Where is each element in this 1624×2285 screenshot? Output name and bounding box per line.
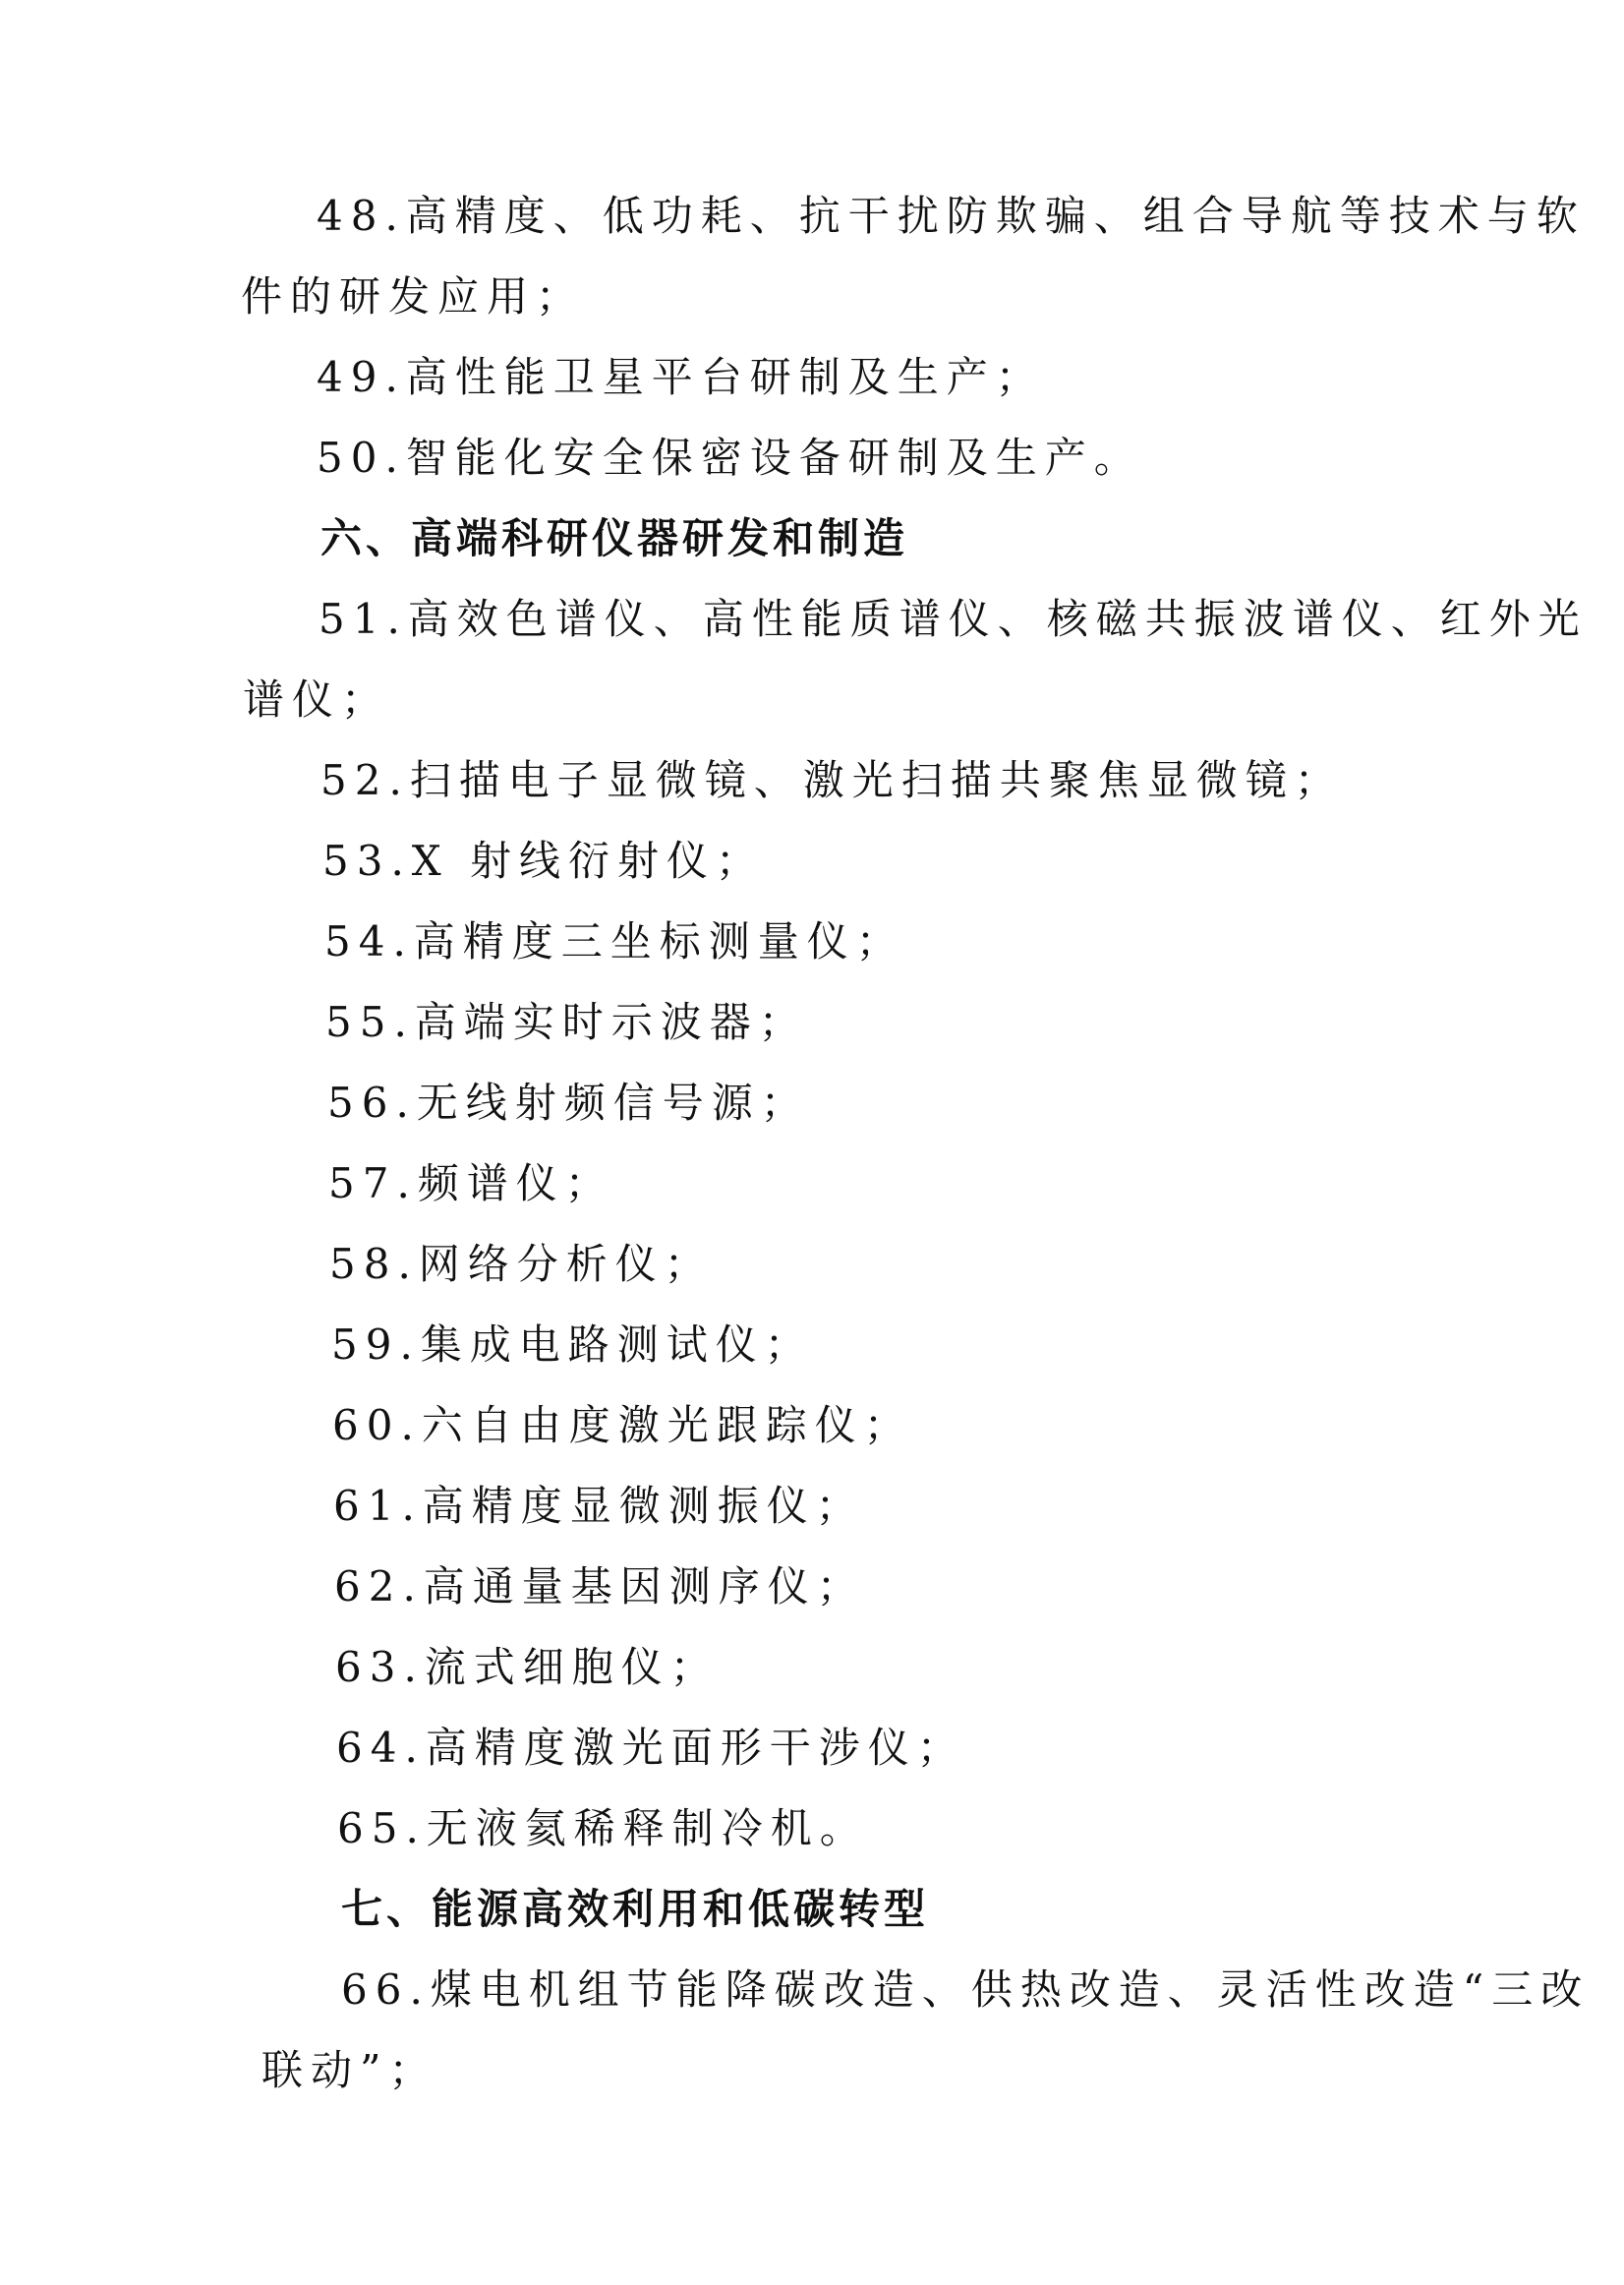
list-item-64: 64.高精度激光面形干涉仪； (336, 1724, 966, 1772)
list-item-48-continuation: 件的研发应用； (241, 272, 586, 321)
list-item-66-continuation: 联动”； (261, 2046, 438, 2094)
list-item-63: 63.流式细胞仪； (335, 1643, 720, 1691)
list-item-53: 53.X 射线衍射仪； (322, 837, 766, 885)
list-item-55: 55.高端实时示波器； (325, 998, 808, 1046)
list-item-57: 57.频谱仪； (328, 1159, 614, 1207)
list-item-56: 56.无线射频信号源； (327, 1079, 810, 1127)
list-item-51-continuation: 谱仪； (243, 675, 391, 724)
list-item-65: 65.无液氦稀释制冷机。 (337, 1804, 869, 1852)
list-item-62: 62.高通量基因测序仪； (334, 1562, 866, 1611)
list-item-52: 52.扫描电子显微镜、激光扫描共聚焦显微镜； (320, 756, 1344, 804)
list-item-61: 61.高精度显微测振仪； (333, 1482, 865, 1530)
list-item-54: 54.高精度三坐标测量仪； (324, 917, 905, 966)
list-item-66: 66.煤电机组节能降碳改造、供热改造、灵活性改造“三改 (341, 1965, 1591, 2014)
list-item-50: 50.智能化安全保密设备研制及生产。 (317, 434, 1143, 482)
list-item-58: 58.网络分析仪； (329, 1240, 714, 1288)
list-item-49: 49.高性能卫星平台研制及生产； (317, 353, 1045, 401)
list-item-60: 60.六自由度激光跟踪仪； (332, 1401, 913, 1449)
list-item-51: 51.高效色谱仪、高性能质谱仪、核磁共振波谱仪、红外光 (319, 595, 1588, 643)
section-heading-7: 七、能源高效利用和低碳转型 (341, 1885, 930, 1933)
list-item-59: 59.集成电路测试仪； (331, 1320, 814, 1369)
section-heading-6: 六、高端科研仪器研发和制造 (320, 514, 909, 562)
list-item-48: 48.高精度、低功耗、抗干扰防欺骗、组合导航等技术与软 (317, 192, 1586, 240)
